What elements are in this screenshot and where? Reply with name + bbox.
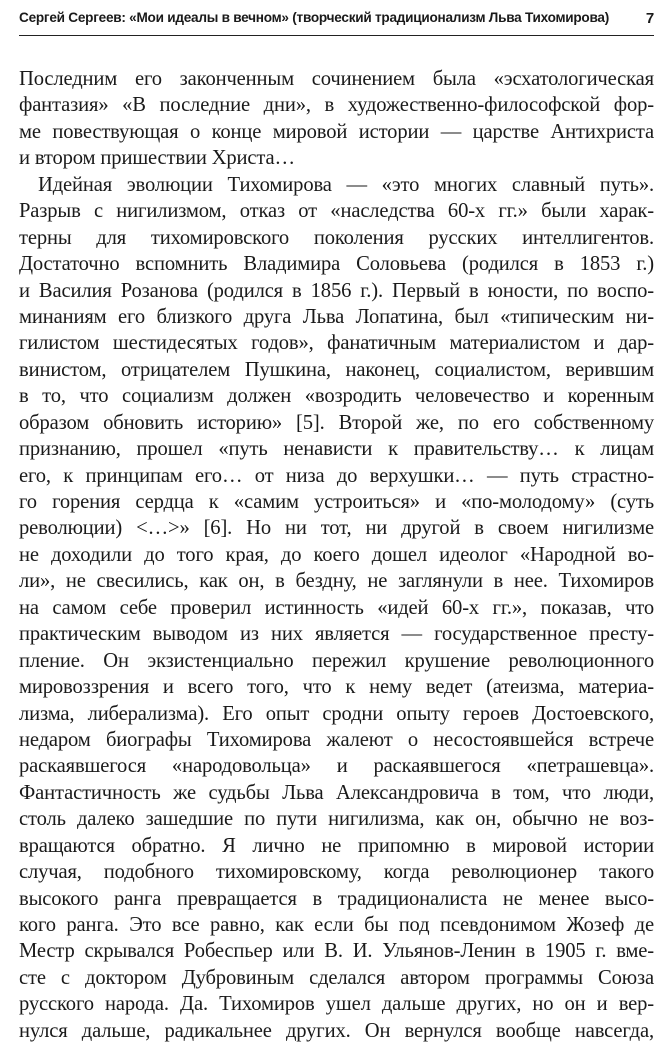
text-line: революции) <…>» [6]. Но ни тот, ни другой в своем нигилизме (19, 517, 654, 540)
text-line: нулся дальше, радикальнее других. Он вернулся вообще навсегда, (19, 1019, 654, 1042)
text-line: столь далеко зашедшие по пути нигилизма, как он, обычно не воз- (19, 808, 654, 831)
text-line: русского народа. Да. Тихомиров ушел дальше других, но он и вер- (19, 993, 654, 1016)
text-line: в то, что социализм должен «возродить человечество и коренным (19, 385, 654, 408)
text-line: Достаточно вспомнить Владимира Соловьева (родился в 1853 г.) (19, 253, 654, 276)
text-line: и втором пришествии Христа… (19, 147, 295, 170)
text-line: и Василия Розанова (родился в 1856 г.). Первый в юности, по воспо- (19, 279, 654, 302)
paragraph (19, 66, 654, 172)
text-line: на самом себе проверил истинность «идей 60-х гг.», показав, что (19, 596, 654, 619)
text-line: гилистом шестидесятых годов», фанатичным материалистом и дар- (19, 332, 654, 355)
running-header-title: Сергей Сергеев: «Мои идеалы в вечном» (творческий традиционализм Льва Тихомирова) (19, 10, 609, 25)
text-line: вращаются обратно. Я лично не припомню в мировой истории (19, 834, 654, 857)
paragraph (19, 172, 654, 1044)
text-line: Фантастичность же судьбы Льва Александровича в том, что люди, (19, 781, 654, 804)
text-line: пление. Он экзистенциально пережил крушение революционного (19, 649, 654, 672)
text-line: ли», не свесились, как он, в бездну, не заглянули в нее. Тихомиров (19, 570, 654, 593)
text-line: его, к принципам его… от низа до верхушки… — путь страстно- (19, 464, 654, 487)
text-line: мировоззрения и всего того, что к нему ведет (атеизма, материа- (19, 676, 654, 699)
page-number: 7 (645, 10, 654, 27)
text-line: винистом, отрицателем Пушкина, наконец, социалистом, верившим (19, 358, 654, 381)
text-line: сте с доктором Дубровиным сделался автором программы Союза (19, 966, 654, 989)
text-line: минаниям его близкого друга Льва Лопатина, был «типическим ни- (19, 305, 654, 328)
text-line: не доходили до того края, до коего дошел идеолог «Народной во- (19, 543, 654, 566)
text-line: признанию, прошел «путь ненависти к правительству… к лицам (19, 438, 654, 461)
text-line: Разрыв с нигилизмом, отказ от «наследства 60-х гг.» были харак- (19, 200, 654, 223)
text-line: кого ранга. Это все равно, как если бы под псевдонимом Жозеф де (19, 914, 654, 936)
text-line: терны для тихомировского поколения русских интеллигентов. (19, 226, 654, 249)
text-line: Местр скрывался Робеспьер или В. И. Ульянов-Ленин в 1905 г. вме- (19, 940, 654, 963)
text-line: высокого ранга превращается в традиционалиста не менее высо- (19, 887, 654, 910)
text-line: раскаявшегося «народовольца» и раскаявшегося «петрашевца». (19, 755, 654, 778)
body-text (19, 66, 654, 1044)
text-line: лизма, либерализма). Его опыт сродни опыту героев Достоевского, (19, 702, 654, 725)
text-line: случая, подобного тихомировскому, когда революционер такого (19, 861, 654, 884)
text-line: образом обновить историю» [5]. Второй же, по его собственному (19, 411, 654, 434)
text-line: ме повествующая о конце мировой истории — царстве Антихриста (19, 120, 654, 143)
text-line: фантазия» «В последние дни», в художественно-философской фор- (19, 94, 654, 117)
text-line: го горения сердца к «самим устроиться» и «по-молодому» (суть (19, 491, 654, 513)
text-line: практическим выводом из них является — государственное престу- (19, 623, 654, 646)
text-line: Последним его законченным сочинением была «эсхатологическая (19, 68, 654, 90)
page-header (19, 4, 654, 36)
text-line: Идейная эволюции Тихомирова — «это многих славный путь». (38, 173, 654, 196)
text-line: недаром биографы Тихомирова жалеют о несостоявшейся встрече (19, 728, 654, 751)
